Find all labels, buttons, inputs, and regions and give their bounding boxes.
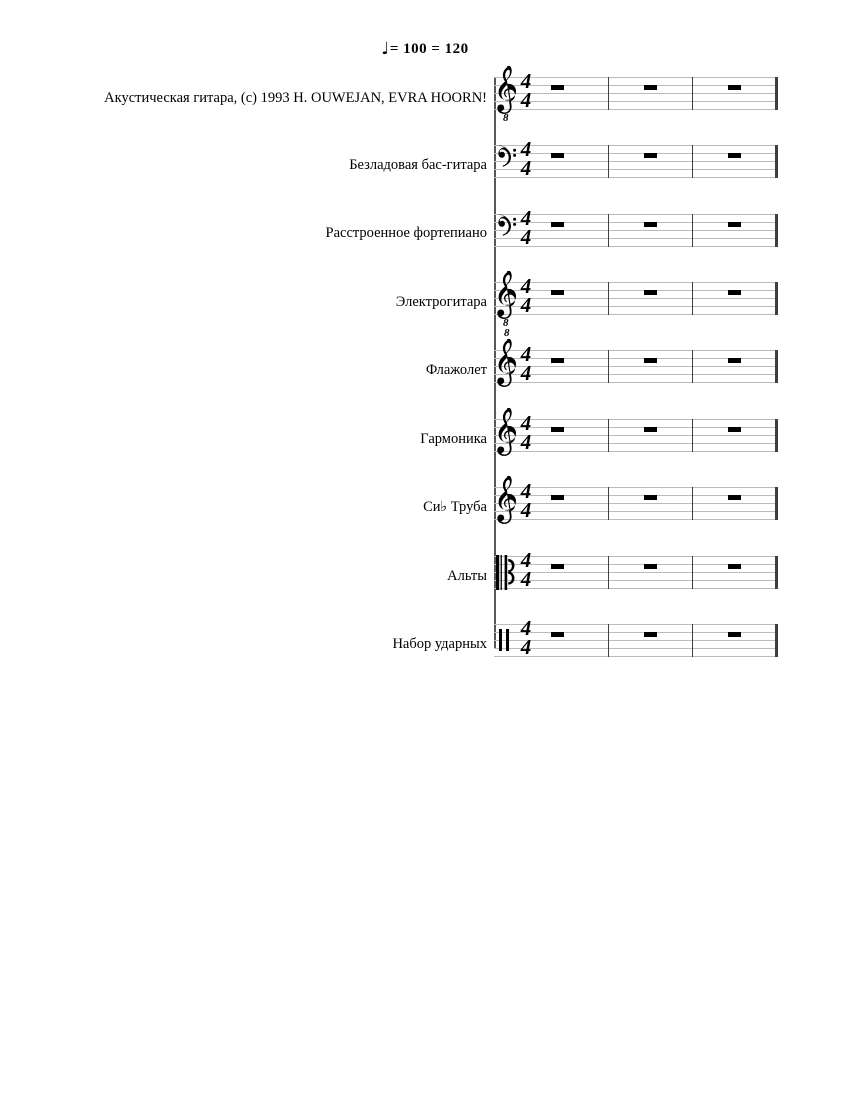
alto-clef-icon	[496, 555, 518, 590]
whole-rest[interactable]	[644, 632, 657, 637]
staff-line	[494, 487, 778, 488]
final-barline	[775, 77, 778, 110]
instrument-name-column	[0, 0, 487, 700]
staff-line	[494, 656, 778, 657]
staff-line	[494, 503, 778, 504]
time-signature-denominator: 4	[520, 225, 532, 249]
staff-line	[494, 572, 778, 573]
instrument-name-harmonica: Гармоника	[420, 431, 487, 447]
instrument-name-violas: Альты	[447, 568, 487, 584]
staff-line	[494, 350, 778, 351]
time-signature	[517, 206, 535, 251]
time-signature-numerator: 4	[520, 342, 532, 366]
time-signature	[517, 342, 535, 387]
time-signature-denominator: 4	[520, 88, 532, 112]
final-barline	[775, 556, 778, 589]
staff-line	[494, 77, 778, 78]
staff-line	[494, 382, 778, 383]
staff-line	[494, 246, 778, 247]
staff-line	[494, 624, 778, 625]
whole-rest[interactable]	[728, 495, 741, 500]
whole-rest[interactable]	[644, 290, 657, 295]
time-signature-denominator: 4	[520, 361, 532, 385]
instrument-name-bb-trumpet	[423, 500, 487, 515]
barline	[608, 556, 609, 589]
time-signature-denominator: 4	[520, 293, 532, 317]
instrument-name-detuned-piano: Расстроенное фортепиано	[325, 225, 487, 241]
clef-octave-mark: 8	[504, 327, 510, 339]
whole-rest[interactable]	[728, 632, 741, 637]
staff-line	[494, 238, 778, 239]
flat-sign-icon: ♭	[440, 499, 448, 515]
staff-line	[494, 588, 778, 589]
instrument-name-flageolet: Флажолет	[425, 362, 487, 378]
final-barline	[775, 350, 778, 383]
staff-line	[494, 374, 778, 375]
whole-rest[interactable]	[551, 564, 564, 569]
score-system	[494, 0, 784, 700]
barline	[692, 282, 693, 315]
staff-flageolet[interactable]	[494, 327, 778, 385]
barline	[692, 77, 693, 110]
time-signature-denominator: 4	[520, 498, 532, 522]
time-signature-denominator: 4	[520, 156, 532, 180]
clef-octave-mark: 8	[503, 112, 509, 124]
staff-violas[interactable]	[494, 548, 778, 591]
staff-line	[494, 230, 778, 231]
time-signature	[517, 411, 535, 456]
whole-rest[interactable]	[644, 153, 657, 158]
whole-rest[interactable]	[551, 222, 564, 227]
bass-clef-icon	[496, 213, 518, 237]
barline	[608, 77, 609, 110]
staff-electric-guitar[interactable]	[494, 274, 778, 329]
treble-clef-icon	[496, 408, 518, 464]
staff-line	[494, 169, 778, 170]
staff-line	[494, 519, 778, 520]
trumpet-name-suffix: Труба	[447, 499, 487, 515]
time-signature-numerator: 4	[520, 616, 532, 640]
time-signature-denominator: 4	[520, 635, 532, 659]
instrument-name-fretless-bass: Безладовая бас-гитара	[349, 157, 487, 173]
barline	[692, 350, 693, 383]
whole-rest[interactable]	[551, 85, 564, 90]
staff-detuned-piano[interactable]	[494, 206, 778, 249]
final-barline	[775, 624, 778, 657]
bass-clef-icon	[496, 144, 518, 168]
time-signature-numerator: 4	[520, 411, 532, 435]
instrument-name-drum-set: Набор ударных	[392, 636, 487, 652]
final-barline	[775, 487, 778, 520]
staff-fretless-bass[interactable]	[494, 137, 778, 180]
clef-octave-mark: 8	[503, 317, 509, 329]
staff-line	[494, 282, 778, 283]
whole-rest[interactable]	[728, 564, 741, 569]
final-barline	[775, 145, 778, 178]
staff-line	[494, 556, 778, 557]
staff-line	[494, 214, 778, 215]
percussion-clef-stroke	[499, 629, 502, 651]
barline	[608, 214, 609, 247]
staff-line	[494, 177, 778, 178]
tempo-text: = 100 = 120	[389, 41, 469, 57]
barline	[692, 145, 693, 178]
staff-line	[494, 511, 778, 512]
whole-rest[interactable]	[728, 153, 741, 158]
staff-line	[494, 648, 778, 649]
staff-bb-trumpet[interactable]	[494, 479, 778, 522]
whole-rest[interactable]	[728, 222, 741, 227]
barline	[692, 624, 693, 657]
barline	[692, 556, 693, 589]
whole-rest[interactable]	[728, 290, 741, 295]
time-signature-numerator: 4	[520, 69, 532, 93]
staff-line	[494, 451, 778, 452]
staff-line	[494, 109, 778, 110]
whole-rest[interactable]	[728, 85, 741, 90]
staff-line	[494, 298, 778, 299]
staff-line	[494, 161, 778, 162]
barline	[608, 624, 609, 657]
whole-rest[interactable]	[728, 427, 741, 432]
whole-rest[interactable]	[644, 222, 657, 227]
staff-line	[494, 93, 778, 94]
barline	[692, 487, 693, 520]
instrument-name-acoustic-guitar: Акустическая гитара, (c) 1993 H. OUWEJAN, EVRA HOORN!	[104, 90, 487, 106]
staff-line	[494, 580, 778, 581]
whole-rest[interactable]	[728, 358, 741, 363]
staff-line	[494, 640, 778, 641]
time-signature-numerator: 4	[520, 548, 532, 572]
time-signature	[517, 137, 535, 182]
tempo-note-icon: ♩	[381, 39, 390, 59]
treble-clef-icon	[496, 476, 518, 532]
staff-line	[494, 306, 778, 307]
whole-rest[interactable]	[551, 632, 564, 637]
barline	[608, 350, 609, 383]
trumpet-name-prefix: Си	[423, 499, 441, 515]
staff-drum-set[interactable]	[494, 616, 778, 659]
barline	[608, 282, 609, 315]
final-barline	[775, 282, 778, 315]
barline	[608, 419, 609, 452]
whole-rest[interactable]	[644, 427, 657, 432]
staff-line	[494, 145, 778, 146]
staff-line	[494, 314, 778, 315]
staff-line	[494, 366, 778, 367]
time-signature-denominator: 4	[520, 567, 532, 591]
whole-rest[interactable]	[644, 495, 657, 500]
instrument-name-electric-guitar: Электрогитара	[395, 294, 487, 310]
whole-rest[interactable]	[551, 495, 564, 500]
final-barline	[775, 419, 778, 452]
staff-line	[494, 419, 778, 420]
whole-rest[interactable]	[551, 153, 564, 158]
time-signature	[517, 479, 535, 524]
time-signature	[517, 548, 535, 593]
barline	[608, 487, 609, 520]
time-signature-numerator: 4	[520, 274, 532, 298]
barline	[692, 419, 693, 452]
percussion-clef-stroke	[506, 629, 509, 651]
staff-line	[494, 435, 778, 436]
time-signature-numerator: 4	[520, 137, 532, 161]
barline	[692, 214, 693, 247]
whole-rest[interactable]	[644, 564, 657, 569]
staff-line	[494, 443, 778, 444]
final-barline	[775, 214, 778, 247]
time-signature	[517, 69, 535, 114]
staff-acoustic-guitar[interactable]	[494, 69, 778, 124]
whole-rest[interactable]	[551, 290, 564, 295]
time-signature-denominator: 4	[520, 430, 532, 454]
time-signature-numerator: 4	[520, 206, 532, 230]
treble-clef-icon	[496, 339, 518, 395]
staff-harmonica[interactable]	[494, 411, 778, 454]
whole-rest[interactable]	[644, 85, 657, 90]
whole-rest[interactable]	[644, 358, 657, 363]
staff-line	[494, 101, 778, 102]
barline	[608, 145, 609, 178]
time-signature	[517, 274, 535, 319]
whole-rest[interactable]	[551, 358, 564, 363]
time-signature-numerator: 4	[520, 479, 532, 503]
whole-rest[interactable]	[551, 427, 564, 432]
time-signature	[517, 616, 535, 661]
